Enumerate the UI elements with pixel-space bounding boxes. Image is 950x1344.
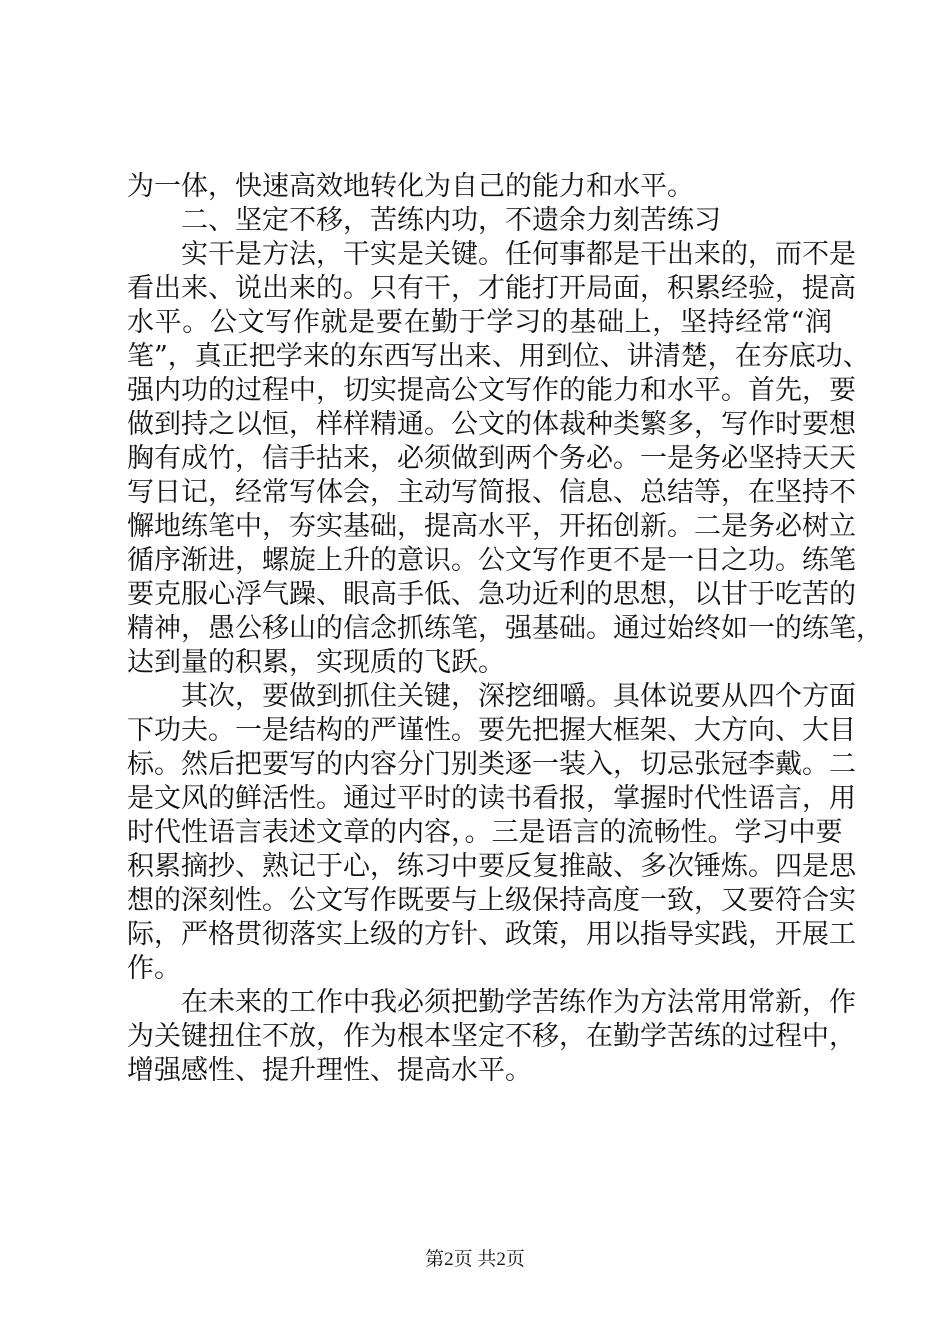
text-line: 标。然后把要写的内容分门别类逐一装入，切忌张冠李戴。二 bbox=[127, 749, 856, 780]
text-line: 达到量的积累，实现质的飞跃。 bbox=[127, 647, 505, 678]
text-line: 实干是方法，干实是关键。任何事都是干出来的，而不是 bbox=[181, 239, 856, 270]
text-line: 作。 bbox=[127, 953, 181, 984]
text-line: 胸有成竹，信手拈来，必须做到两个务必。一是务必坚持天天 bbox=[127, 443, 856, 474]
text-line: 际，严格贯彻落实上级的方针、政策，用以指导实践，开展工 bbox=[127, 919, 856, 950]
text-line: 增强感性、提升理性、提高水平。 bbox=[127, 1055, 532, 1086]
text-line: 笔”，真正把学来的东西写出来、用到位、讲清楚，在夯底功、 bbox=[127, 341, 870, 372]
text-line: 循序渐进，螺旋上升的意识。公文写作更不是一日之功。练笔 bbox=[127, 545, 856, 576]
text-line: 要克服心浮气躁、眼高手低、急功近利的思想，以甘于吃苦的 bbox=[127, 579, 856, 610]
text-line: 二、坚定不移，苦练内功，不遗余力刻苦练习 bbox=[181, 205, 721, 236]
text-line: 看出来、说出来的。只有干，才能打开局面，积累经验，提高 bbox=[127, 273, 856, 304]
text-line: 写日记，经常写体会，主动写简报、信息、总结等，在坚持不 bbox=[127, 477, 856, 508]
document-body bbox=[127, 170, 883, 1088]
text-line: 强内功的过程中，切实提高公文写作的能力和水平。首先，要 bbox=[127, 375, 856, 406]
text-line: 懈地练笔中，夯实基础，提高水平，开拓创新。二是务必树立 bbox=[127, 511, 856, 542]
text-line: 为一体，快速高效地转化为自己的能力和水平。 bbox=[127, 171, 694, 202]
text-line: 为关键扭住不放，作为根本坚定不移，在勤学苦练的过程中， bbox=[127, 1021, 856, 1052]
text-line: 时代性语言表述文章的内容，。三是语言的流畅性。学习中要 bbox=[127, 817, 843, 848]
page-footer: 第2页 共2页 bbox=[425, 1249, 525, 1270]
text-line: 想的深刻性。公文写作既要与上级保持高度一致，又要符合实 bbox=[127, 885, 856, 916]
text-line: 积累摘抄、熟记于心，练习中要反复推敲、多次锤炼。四是思 bbox=[127, 851, 856, 882]
text-line: 其次，要做到抓住关键，深挖细嚼。具体说要从四个方面 bbox=[181, 681, 856, 712]
text-line: 在未来的工作中我必须把勤学苦练作为方法常用常新，作 bbox=[181, 987, 856, 1018]
text-line: 下功夫。一是结构的严谨性。要先把握大框架、大方向、大目 bbox=[127, 715, 856, 746]
text-line: 水平。公文写作就是要在勤于学习的基础上，坚持经常“润 bbox=[127, 307, 832, 338]
text-line: 做到持之以恒，样样精通。公文的体裁种类繁多，写作时要想 bbox=[127, 409, 856, 440]
text-line: 是文风的鲜活性。通过平时的读书看报，掌握时代性语言，用 bbox=[127, 783, 856, 814]
text-line: 精神，愚公移山的信念抓练笔，强基础。通过始终如一的练笔， bbox=[127, 613, 883, 644]
